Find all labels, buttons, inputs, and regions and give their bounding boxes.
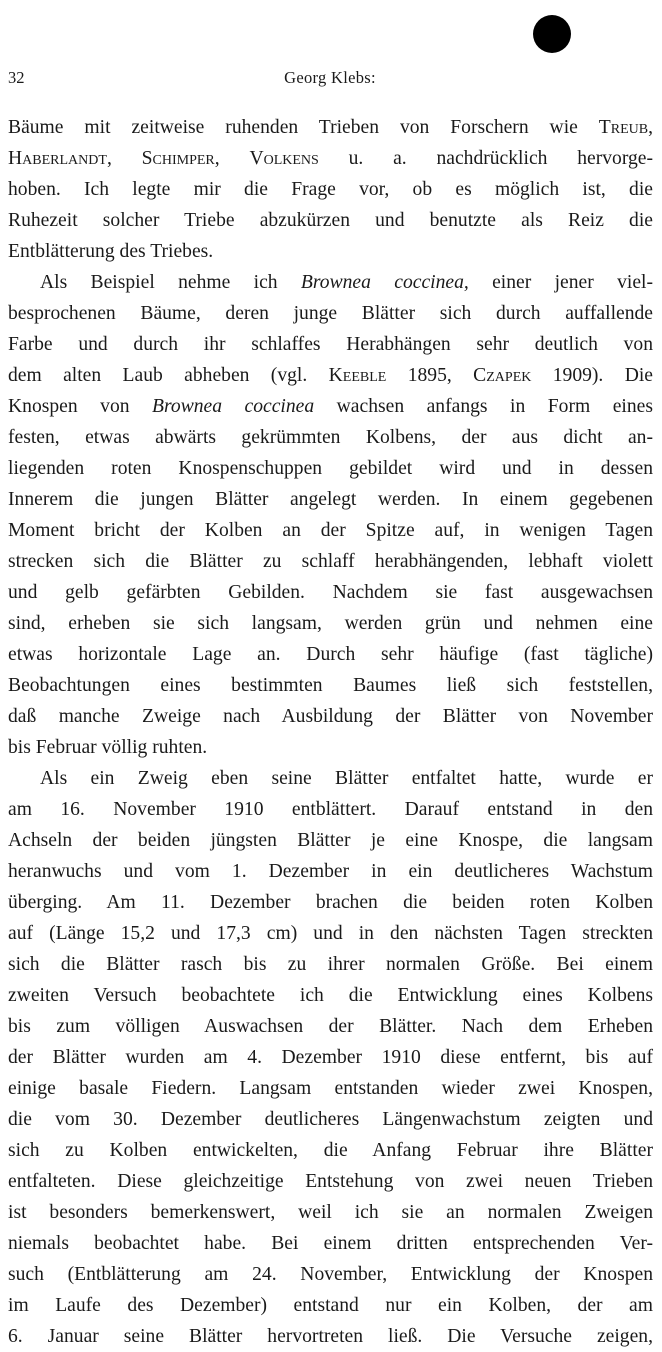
punched-hole-mark [533,15,571,53]
text-line [8,1259,653,1290]
author-name: Czapek [473,365,532,386]
text-run: Ruhezeit solcher Triebe abzukürzen und benutzte als Reiz die [8,210,653,231]
text-line [8,515,653,546]
author-name: Haberlandt [8,148,107,169]
text-line [8,329,653,360]
text-run: ist besonders bemerkenswert, weil ich sie an normalen Zweigen [8,1202,653,1223]
text-run: Bäume mit zeitweise ruhenden Trieben von Forschern wie [8,117,599,138]
text-run: auf (Länge 15,2 und 17,3 cm) und in den nächsten Tagen streckten [8,923,653,944]
text-line [8,236,653,267]
text-run: , [648,117,653,138]
text-line [8,453,653,484]
text-line [8,112,653,143]
text-run: bis Februar völlig ruhten. [8,737,208,758]
text-line [8,1011,653,1042]
text-run: überging. Am 11. Dezember brachen die beiden roten Kolben [8,892,653,913]
text-line [8,608,653,639]
text-run: Moment bricht der Kolben an der Spitze auf, in wenigen Tagen [8,520,653,541]
species-name: Brownea coccinea, [300,272,469,293]
text-line [8,763,653,794]
author-name: Volkens [249,148,319,169]
text-line [8,1042,653,1073]
text-run: entfalteten. Diese gleichzeitige Entstehung von zwei neuen Trieben [8,1171,653,1192]
text-line [8,1104,653,1135]
text-line [8,143,653,174]
text-line [8,174,653,205]
text-run: 1895, [386,365,474,386]
text-run: Knospen von [8,396,153,417]
text-run: dem alten Laub abheben (vgl. [8,365,329,386]
text-run: besprochenen Bäume, deren junge Blätter sich durch auffallende [8,303,653,324]
text-run: Beobachtungen eines bestimmten Baumes ließ sich feststellen, [8,675,653,696]
text-run: im Laufe des Dezember) entstand nur ein Kolben, der am [8,1295,653,1316]
text-line [8,856,653,887]
text-line [8,1166,653,1197]
text-run: bis zum völligen Auswachsen der Blätter. Nach dem Erheben [8,1016,653,1037]
text-line [8,887,653,918]
species-name: Brownea coccinea [152,396,315,417]
text-line [8,701,653,732]
text-line [8,949,653,980]
text-line [8,794,653,825]
text-line [8,484,653,515]
text-line [8,639,653,670]
text-run: einige basale Fiedern. Langsam entstanden wieder zwei Knospen, [8,1078,653,1099]
text-run: niemals beobachtet habe. Bei einem dritten entsprechenden Ver- [8,1233,653,1254]
author-name: Treub [598,117,649,138]
text-line [8,422,653,453]
text-run: Als Beispiel nehme ich [40,272,301,293]
text-run: such (Entblätterung am 24. November, Entwicklung der Knospen [8,1264,653,1285]
text-run: etwas horizontale Lage an. Durch sehr häufige (fast tägliche) [8,644,653,665]
text-line [8,825,653,856]
text-run: am 16. November 1910 entblättert. Darauf entstand in den [8,799,653,820]
text-run: sich zu Kolben entwickelten, die Anfang Februar ihre Blätter [8,1140,653,1161]
text-run: heranwuchs und vom 1. Dezember in ein deutlicheres Wachstum [8,861,653,882]
text-run: u. a. nachdrücklich hervorge- [318,148,654,169]
text-run: und gelb gefärbten Gebilden. Nachdem sie fast ausgewachsen [8,582,653,603]
author-name: Keeble [328,365,387,386]
text-line [8,732,653,763]
text-line [8,1135,653,1166]
page-header [8,68,652,94]
text-run: 6. Januar seine Blätter hervortreten ließ. Die Versuche zeigen, [8,1326,653,1347]
text-line [8,918,653,949]
author-name: Schimper [141,148,215,169]
text-run: wachsen anfangs in Form eines [314,396,653,417]
text-line [8,267,653,298]
text-line [8,1228,653,1259]
text-run: Innerem die jungen Blätter angelegt werden. In einem gegebenen [8,489,653,510]
text-run: Achseln der beiden jüngsten Blätter je eine Knospe, die langsam [8,830,653,851]
text-run: Farbe und durch ihr schlaffes Herabhängen sehr deutlich von [8,334,653,355]
text-line [8,1073,653,1104]
text-line [8,298,653,329]
text-run: einer jener viel- [468,272,653,293]
text-line [8,360,653,391]
text-line [8,1290,653,1321]
text-line [8,577,653,608]
text-run: der Blätter wurden am 4. Dezember 1910 diese entfernt, bis auf [8,1047,653,1068]
text-line [8,1321,653,1352]
body-text [8,112,653,1352]
text-run: die vom 30. Dezember deutlicheres Längenwachstum zeigten und [8,1109,653,1130]
text-run: 1909). Die [531,365,653,386]
text-run: Als ein Zweig eben seine Blätter entfaltet hatte, wurde er [40,768,653,789]
text-line [8,980,653,1011]
text-run: liegenden roten Knospenschuppen gebildet wird und in dessen [8,458,653,479]
running-head: Georg Klebs: [284,68,376,87]
text-run: , [214,148,250,169]
text-run: festen, etwas abwärts gekrümmten Kolbens, der aus dicht an- [8,427,653,448]
text-run: strecken sich die Blätter zu schlaff herabhängenden, lebhaft violett [8,551,653,572]
text-run: daß manche Zweige nach Ausbildung der Blätter von November [8,706,653,727]
text-line [8,205,653,236]
text-line [8,670,653,701]
text-run: sind, erheben sie sich langsam, werden grün und nehmen eine [8,613,653,634]
text-run: sich die Blätter rasch bis zu ihrer normalen Größe. Bei einem [8,954,653,975]
page-number: 32 [8,68,25,87]
text-line [8,391,653,422]
text-run: , [106,148,142,169]
text-line [8,1197,653,1228]
text-line [8,546,653,577]
text-run: zweiten Versuch beobachtete ich die Entwicklung eines Kolbens [8,985,653,1006]
text-run: Entblätterung des Triebes. [8,241,214,262]
text-run: hoben. Ich legte mir die Frage vor, ob es möglich ist, die [8,179,653,200]
